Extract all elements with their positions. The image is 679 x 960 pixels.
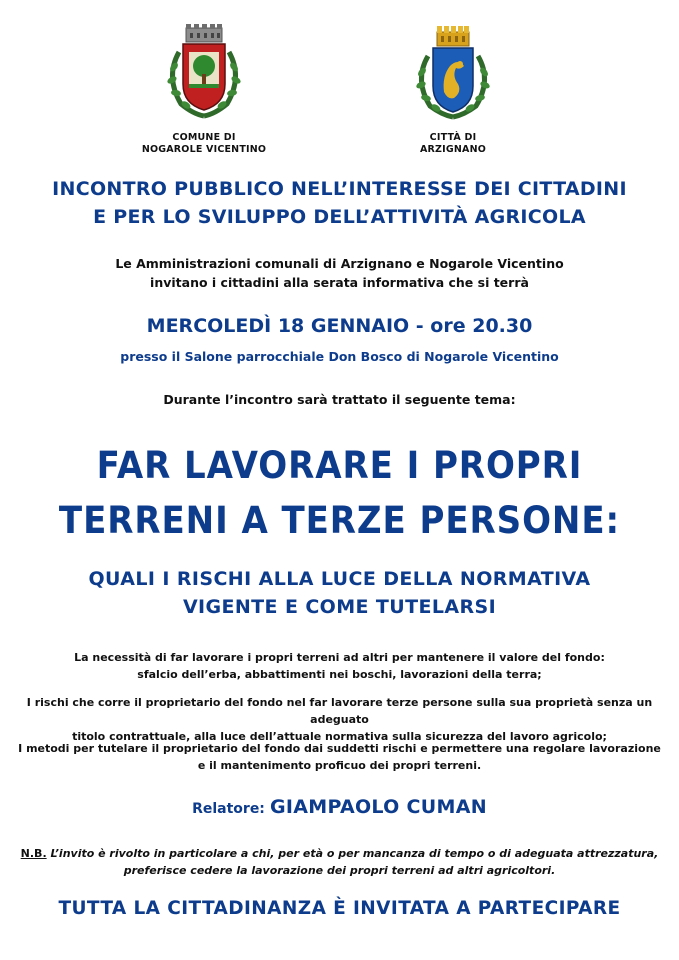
speaker-name: GIAMPAOLO CUMAN bbox=[270, 796, 487, 818]
point-1 bbox=[0, 649, 679, 683]
point-3 bbox=[0, 740, 679, 774]
speaker-label: Relatore: bbox=[192, 801, 265, 817]
point-1-line2: sfalcio dell’erba, abbattimenti nei boschi, lavorazioni della terra; bbox=[137, 668, 542, 681]
crest-arzignano bbox=[353, 22, 553, 156]
crest-left-line1: COMUNE DI bbox=[172, 132, 236, 143]
note bbox=[0, 845, 679, 879]
intro-text bbox=[0, 254, 679, 292]
note-label: N.B. bbox=[20, 847, 47, 860]
arzignano-coat-of-arms-icon bbox=[408, 22, 498, 120]
topic-line2: TERRENI A TERZE PERSONE: bbox=[58, 499, 621, 542]
crest-left-line2: NOGAROLE VICENTINO bbox=[141, 144, 267, 155]
intro-line1: Le Amministrazioni comunali di Arzignano e Nogarole Vicentino bbox=[115, 256, 564, 271]
closing-line: TUTTA LA CITTADINANZA È INVITATA A PARTECIPARE bbox=[58, 898, 621, 919]
topic-title bbox=[0, 438, 679, 548]
point-2-line1: I rischi che corre il proprietario del fondo nel far lavorare terze persone sulla sua proprietà senza un adeguato bbox=[26, 696, 653, 726]
topic-intro: Durante l’incontro sarà trattato il seguente tema: bbox=[163, 392, 516, 407]
main-heading bbox=[0, 175, 679, 231]
crest-right-line2: ARZIGNANO bbox=[419, 144, 487, 155]
crest-right-line1: CITTÀ DI bbox=[429, 132, 477, 143]
note-line1 bbox=[0, 845, 679, 862]
point-1-line1: La necessità di far lavorare i propri terreni ad altri per mantenere il valore del fondo: bbox=[74, 651, 605, 664]
topic-subtitle bbox=[0, 565, 679, 621]
topic-line1: FAR LAVORARE I PROPRI bbox=[96, 444, 583, 487]
event-date: MERCOLEDÌ 18 GENNAIO - ore 20.30 bbox=[146, 315, 533, 337]
event-place: presso il Salone parrocchiale Don Bosco di Nogarole Vicentino bbox=[120, 349, 559, 364]
point-2-line2: titolo contrattuale, alla luce dell’attuale normativa sulla sicurezza del lavoro agricolo; bbox=[72, 730, 607, 743]
point-3-line2: e il mantenimento proficuo dei propri terreni. bbox=[197, 759, 482, 772]
nogarole-coat-of-arms-icon bbox=[159, 22, 249, 120]
speaker bbox=[0, 796, 679, 818]
crest-nogarole bbox=[104, 22, 304, 156]
topic-sub2: VIGENTE E COME TUTELARSI bbox=[182, 596, 497, 618]
topic-sub1: QUALI I RISCHI ALLA LUCE DELLA NORMATIVA bbox=[88, 568, 591, 590]
heading-line1: INCONTRO PUBBLICO NELL’INTERESSE DEI CITTADINI bbox=[52, 178, 627, 200]
heading-line2: E PER LO SVILUPPO DELL’ATTIVITÀ AGRICOLA bbox=[93, 206, 586, 228]
intro-line2: invitano i cittadini alla serata informativa che si terrà bbox=[150, 275, 529, 290]
note-text-1: L’invito è rivolto in particolare a chi, per età o per mancanza di tempo o di adeguata attrezzatura, bbox=[50, 847, 659, 860]
point-3-line1: I metodi per tutelare il proprietario del fondo dai suddetti rischi e permettere una regolare lavorazione bbox=[18, 742, 661, 755]
point-2 bbox=[0, 694, 679, 745]
note-text-2: preferisce cedere la lavorazione dei propri terreni ad altri agricoltori. bbox=[123, 864, 556, 877]
